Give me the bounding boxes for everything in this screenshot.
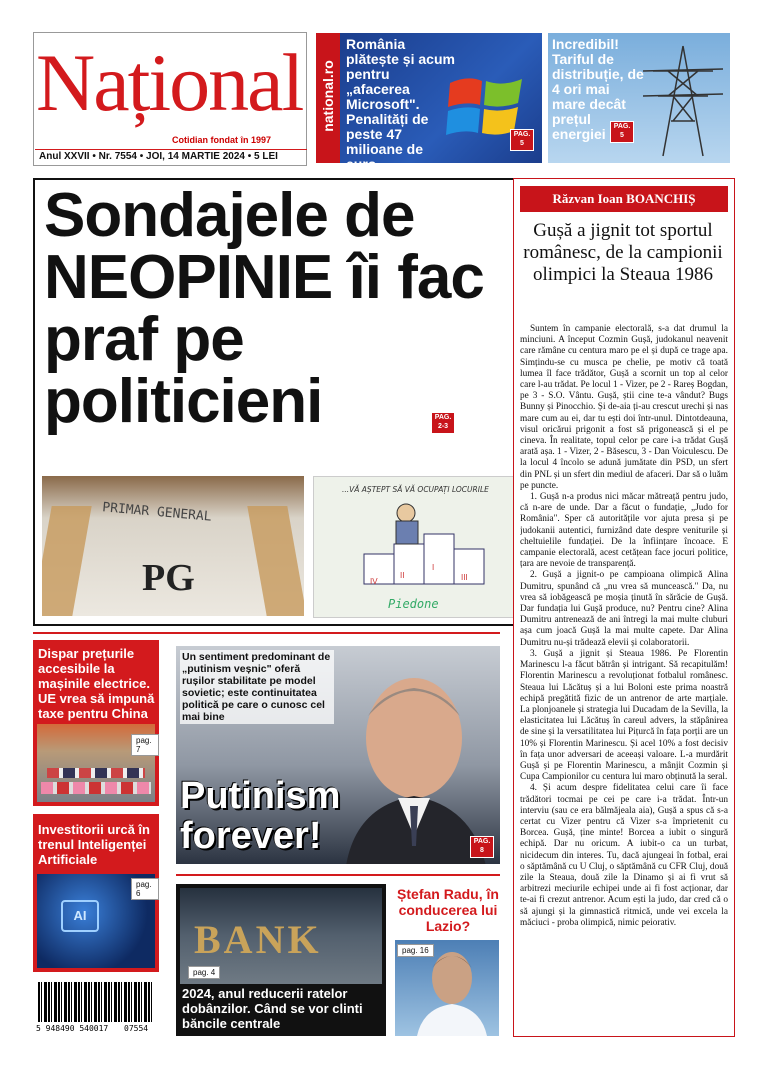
promo-microsoft-text: România plătește și acum pentru „afacerea Microsoft". Penalități de peste 47 milioane de euro: [346, 36, 455, 172]
radu-headline[interactable]: Ștefan Radu, în conducerea lui Lazio?: [397, 886, 499, 934]
bank-sign: BANK: [194, 917, 322, 962]
piedone-cartoon: [313, 476, 521, 618]
section-divider: [176, 874, 500, 876]
promo-microsoft[interactable]: [340, 33, 542, 172]
ev-cars-story[interactable]: [33, 640, 159, 806]
column-body: [520, 324, 728, 1036]
promo-energie-page[interactable]: PAG. 5: [610, 121, 634, 143]
site-url[interactable]: national.ro: [320, 60, 336, 132]
putin-headline[interactable]: Putinism forever!: [180, 775, 341, 857]
barcode-number: 5 948490 540017: [36, 1024, 109, 1033]
section-divider: [33, 632, 500, 634]
car-row: [41, 782, 151, 794]
barcode-issue: 07554: [124, 1024, 149, 1033]
column-title[interactable]: Gușă a jignit tot sportul românesc, de la campionii olimpici la Steaua 1986: [523, 220, 723, 285]
site-url-strip[interactable]: [316, 33, 340, 163]
column-paragraph: 1. Gușă n-a produs nici măcar mătreață pentru judo, că n-are de unde. Dar a făcut o fundație, „Judo for România". Sper că autoritățile vor ajuta presa și pe judokanii autentici, furnizând date despre veniturile și cheltuielile fundației. De la înființare încoace. E campanie electorală, acest cetățean face jocuri politice, țara are nevoie de transparență.: [520, 492, 728, 570]
issue-line: Anul XXVII • Nr. 7554 • JOI, 14 MARTIE 2024 • 5 LEI: [35, 149, 307, 164]
column-paragraph: 3. Gușă a jignit și Steaua 1986. Pe Florentin Marinescu l-a făcut bătrân și intrigant. Să recapitulăm! Florentin Marinescu a revoluționat fotbalul românesc. Steaua lui Lăcătuș și a lui Boloni este prima noastră echipă pregătită fizic de un antrenor de arte marțiale. La plonjoanele și strategia lui Ducadam de la Sevilla, la elasticitatea lui Lăcătuș în careul advers, la stăpânirea de sine și la versatilitatea lui Pițurcă în fața porții are un 10% și Florentin Marinescu. Și acel 10% a fost decisiv în fața unor adversari de aceeași valoare. L-a murdărit Gușă și pe Florentin Marinescu, a mânjit Cozmin și Cupa Campionilor cu centura lui maro obținută la seral.: [520, 648, 728, 783]
ai-title: Investitorii urcă în trenul Inteligenței Artificiale: [38, 822, 150, 867]
sign-pg: PG: [142, 557, 195, 599]
putin-lead: Un sentiment predominant de „putinism veșnic" oferă rușilor stabilitate pe model sovietic; este continuitatea politică pe care o cunosc cel mai bine: [180, 650, 334, 724]
bank-page[interactable]: pag. 4: [188, 966, 220, 979]
ai-page[interactable]: pag. 6: [131, 878, 159, 900]
barcode-bars: [38, 982, 152, 1022]
bank-headline[interactable]: 2024, anul reducerii ratelor dobânzilor. Când se vor clinti băncile centrale: [182, 986, 363, 1031]
main-headline[interactable]: Sondajele de NEOPINIE îi fac praf pe politicieni: [44, 181, 484, 436]
putin-page[interactable]: PAG. 8: [470, 836, 494, 858]
tagline: Cotidian fondat în 1997: [172, 135, 272, 145]
column-paragraph: 2. Gușă a jignit-o pe campioana olimpică Alina Dumitru, spunând că „nu vrea să muncească." Da, nu vrea să iobăgească pe moșia ținută în sărăcie de Gușă. Dar fundația lui Gușă produce, nu? Pentru cine? Alina Dumitru antrenează de ani întregi la mai multe cluburi așa cum joacă Gușă la mai multe capete. Dar Alina Dumitru nu-și trădează elevii și colaboratorii.: [520, 570, 728, 648]
column-author[interactable]: Răzvan Ioan BOANCHIȘ: [520, 186, 728, 212]
newspaper-logo[interactable]: Național: [36, 37, 303, 128]
promo-energie-text: Incredibil! Tariful de distribuție, de 4 ori mai mare decât prețul energiei: [552, 36, 644, 142]
power-pylon-icon: [643, 41, 723, 161]
ai-story[interactable]: [33, 814, 159, 972]
podium-drawing: [344, 499, 504, 589]
promo-microsoft-page[interactable]: PAG. 5: [510, 129, 534, 151]
column-paragraph: 4. Și acum despre fidelitatea celui care îi face trădători tocmai pe cei pe care i-a trădat. Într-un interviu (sau ce era bălmăjeala aia), Gușă a spus că s-a certat cu Vizer pentru că Vizer s-a împrietenit cu Borcea. Gușă, ține minte! Borcea a iubit o singură echipă. Dar nu oricum. A iubit-o ca un turbat, nicidecum din interes. Tu, dacă ajungeai în fotbal, erai o săptămână cu U Cluj, o săptămână cu CFR Cluj, două zile la Steaua, două zile la Dinamo și ai fi vrut să arbitrezi meciurile echipei unde ai fi fost acționar, dar te-ai fi crezut antrenor. Acum ești la judo, dar cred că o să ajungi și la gimnastică ritmică, unde vei excela la măciuci - proba olimpică, nimic peiorativ.: [520, 783, 728, 928]
ev-cars-page[interactable]: pag. 7: [131, 734, 159, 756]
main-page-tag[interactable]: PAG. 2-3: [431, 412, 455, 434]
podium-label-4: IV: [370, 577, 378, 586]
radu-story[interactable]: [393, 884, 500, 1036]
bank-story[interactable]: [176, 884, 386, 1036]
podium-label-3: III: [461, 573, 468, 582]
putin-story[interactable]: [176, 646, 500, 864]
ev-cars-title: Dispar prețurile accesibile la mașinile electrice. UE vrea să impună taxe pentru China: [38, 646, 155, 721]
sign-primar-general: PRIMAR GENERAL: [101, 500, 213, 525]
column-paragraph: Suntem în campanie electorală, s-a dat drumul la minciuni. A început Cozmin Gușă, judokanul neavenit care rămâne cu centura maro pe el și după ce trage apa. Simțindu-se cu musca pe chelie, pe motiv că toată lumea îl face trădător, Gușă a scornit un top al celor care l-au trădat. Pe locul 1 - Vizer, pe 2 - Rareș Bogdan, pe 3 - S.O. Vântu. Gușă, știi cine te-a vândut? Bugs Bunny și Pinocchio. Și de-aia ți-au crescut urechi și nas mare cum au ei, dar tu ești doi într-unul. Dintotdeauna, visul oricărui prigonit a fost să prigonească și el pe cineva. În realitate, topul celor pe care i-a trădat Gușă arată așa. 1 - Vizer, 2 - Băsescu, 3 - Dan Voiculescu. De la locul 4 încolo se adună jumătate din PSD, un sfert din PNL și un sfert din mediul de afaceri. Dar să o luăm pe puncte.: [520, 324, 728, 491]
podium-label-1: I: [432, 563, 435, 572]
ai-chip: AI: [61, 900, 99, 932]
podium-label-2: II: [400, 571, 405, 580]
radu-page[interactable]: pag. 16: [397, 944, 434, 957]
cartoon-sign: Piedone: [388, 597, 439, 611]
box-tape-left: [42, 506, 92, 616]
promo-energie[interactable]: [548, 33, 730, 163]
radu-portrait: [417, 946, 487, 1036]
car-row: [47, 768, 145, 778]
ballot-box-photo: [42, 476, 304, 616]
cartoon-caption: ...VĂ AȘTEPT SĂ VĂ OCUPAȚI LOCURILE: [342, 485, 489, 494]
barcode: [36, 982, 154, 1034]
